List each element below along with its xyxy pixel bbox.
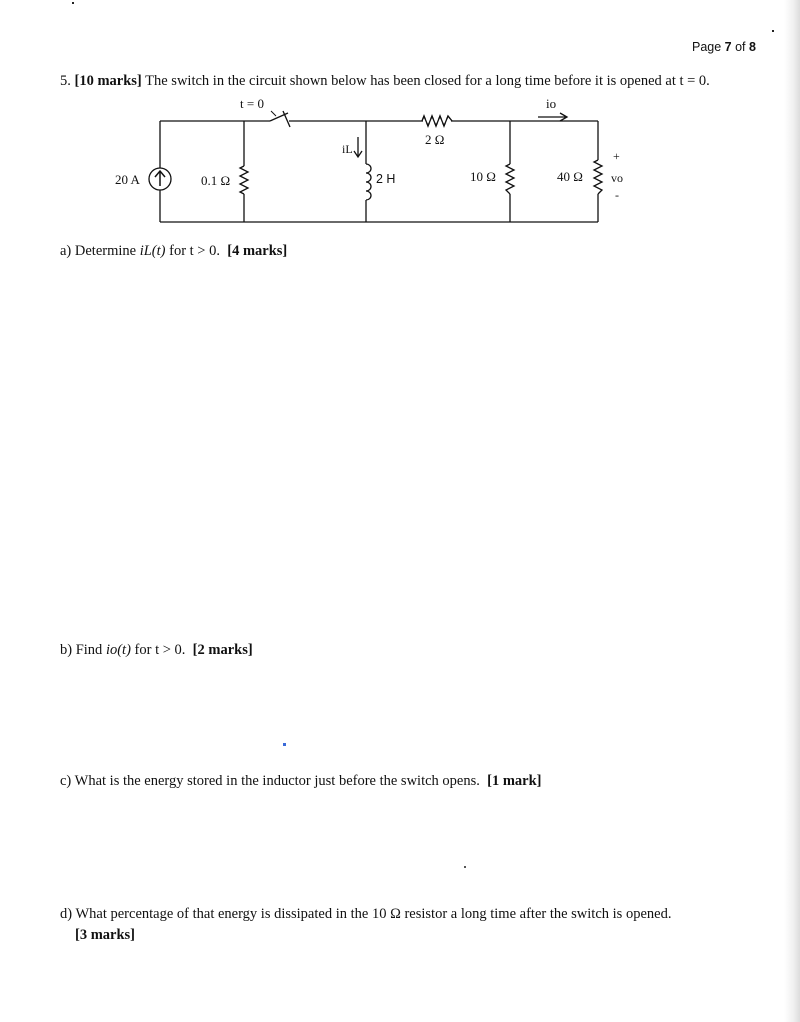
- circuit-wires: [160, 113, 598, 222]
- resistor-10: [506, 164, 514, 194]
- page-sep: of: [731, 40, 749, 54]
- part-c: [60, 771, 542, 791]
- part-c-marks: [1 mark]: [487, 773, 542, 789]
- part-b: [60, 640, 253, 660]
- part-a: [60, 241, 287, 261]
- part-d-text: What percentage of that energy is dissipated in the 10 Ω resistor a long time after the switch is opened.: [75, 906, 672, 922]
- page-total: 8: [749, 40, 756, 54]
- switch-pivot: [271, 111, 276, 116]
- stray-mark: [464, 866, 466, 868]
- r3-label: 10 Ω: [470, 169, 496, 184]
- part-d-marks: [3 marks]: [75, 927, 136, 943]
- part-a-condition: for t > 0.: [169, 243, 220, 259]
- inductor-current-label: iL: [342, 142, 353, 156]
- part-a-marks: [4 marks]: [227, 243, 288, 259]
- part-b-label: b): [60, 642, 73, 658]
- stray-mark: [283, 743, 286, 746]
- part-d-label: d): [60, 906, 73, 922]
- source-label: 20 A: [115, 172, 140, 187]
- page-current: 7: [724, 40, 732, 54]
- part-a-text: Determine: [74, 243, 137, 259]
- part-d-marks-line: [75, 925, 135, 945]
- vo-label: vo: [611, 171, 623, 185]
- stray-mark: [72, 2, 74, 4]
- vo-minus: -: [615, 188, 619, 202]
- il-arrow-icon: [354, 137, 362, 157]
- part-b-marks: [2 marks]: [192, 642, 253, 658]
- io-label: io: [546, 96, 557, 111]
- r4-label: 40 Ω: [557, 169, 583, 184]
- stray-mark: [772, 30, 774, 32]
- r1-label: 0.1 Ω: [201, 173, 231, 188]
- question-text: The switch in the circuit shown below has been closed for a long time before it is opened at t = 0.: [145, 73, 710, 89]
- r2-label: 2 Ω: [425, 132, 445, 147]
- resistor-0p1: [240, 166, 248, 194]
- part-b-condition: for t > 0.: [134, 642, 186, 658]
- resistor-40: [594, 160, 602, 194]
- question-marks: [10 marks]: [74, 73, 142, 89]
- switch-label: t = 0: [240, 96, 264, 111]
- part-d: [60, 904, 671, 924]
- part-b-text: Find: [75, 642, 103, 658]
- part-a-label: a): [60, 243, 72, 259]
- part-c-label: c): [60, 773, 72, 789]
- circuit-diagram: [0, 0, 800, 240]
- page-prefix: Page: [692, 40, 725, 54]
- io-arrow-icon: [538, 113, 567, 121]
- inductor-label: 2 H: [376, 172, 396, 186]
- question-number: 5.: [60, 73, 71, 89]
- part-b-function: io(t): [105, 642, 131, 658]
- part-a-function: iL(t): [139, 243, 166, 259]
- vo-plus: +: [613, 149, 620, 163]
- inductor-2h: [366, 164, 371, 200]
- part-c-text: What is the energy stored in the inductor just before the switch opens.: [74, 773, 480, 789]
